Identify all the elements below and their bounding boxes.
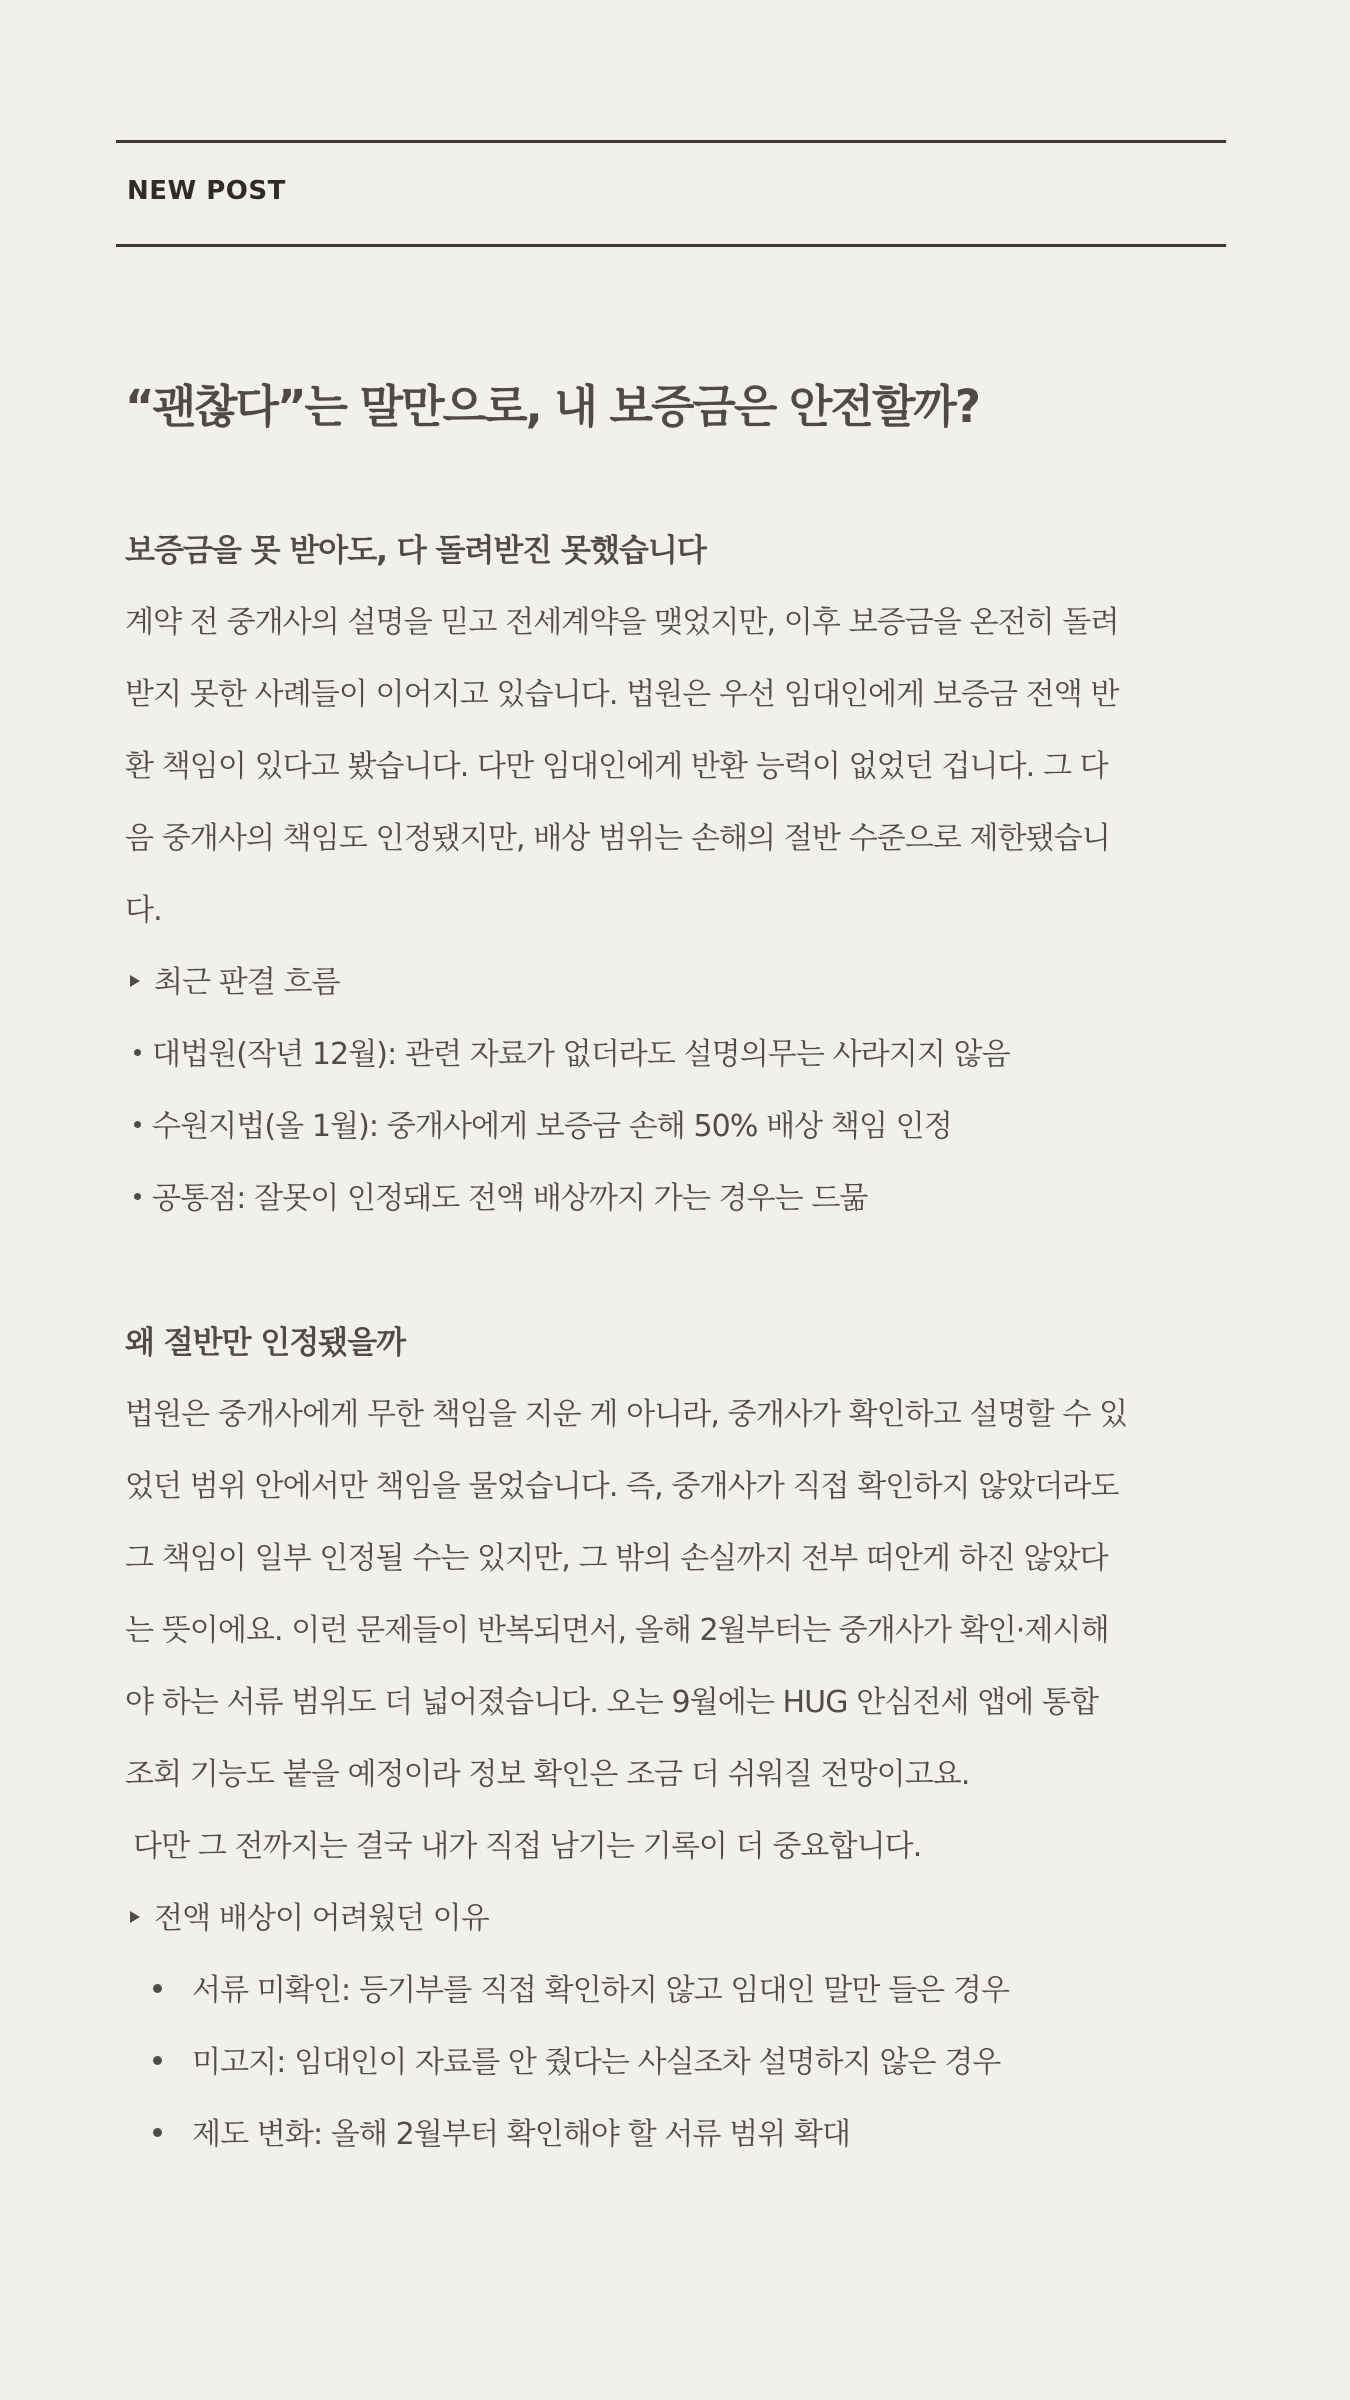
section-paragraph (125, 587, 1225, 947)
section-why-half (125, 1307, 1225, 2171)
paragraph-line: 환 책임이 있다고 봤습니다. 다만 임대인에게 반환 능력이 없었던 겁니다. 그 다 (125, 749, 1108, 784)
paragraph-line: 조회 기능도 붙을 예정이라 정보 확인은 조금 더 쉬워질 전망이고요. (125, 1757, 970, 1792)
toggle-recent-rulings[interactable] (125, 947, 1225, 1019)
paragraph-line: 음 중개사의 책임도 인정됐지만, 배상 범위는 손해의 절반 수준으로 제한됐습니 (125, 821, 1110, 856)
section-partial-refund (125, 515, 1225, 1235)
section-heading: 보증금을 못 받아도, 다 돌려받진 못했습니다 (125, 533, 706, 569)
list-item-text: 수원지법(올 1월): 중개사에게 보증금 손해 50% 배상 책임 인정 (152, 1109, 952, 1144)
list-item-text: 미고지: 임대인이 자료를 안 줬다는 사실조차 설명하지 않은 경우 (192, 2045, 1001, 2080)
new-post-label: NEW POST (127, 176, 286, 206)
bullet-icon (134, 1121, 141, 1128)
section-paragraph (125, 1379, 1225, 1811)
list-item-text: 서류 미확인: 등기부를 직접 확인하지 않고 임대인 말만 들은 경우 (192, 1973, 1010, 2008)
list-item-text: 대법원(작년 12월): 관련 자료가 없더라도 설명의무는 사라지지 않음 (152, 1037, 1010, 1072)
paragraph-line: 었던 범위 안에서만 책임을 물었습니다. 즉, 중개사가 직접 확인하지 않았더라도 (125, 1469, 1119, 1504)
toggle-triangle-icon (130, 975, 140, 987)
list-item (125, 2027, 1225, 2099)
closing-line: 다만 그 전까지는 결국 내가 직접 남기는 기록이 더 중요합니다. (133, 1829, 922, 1864)
bullet-icon (134, 1193, 141, 1200)
header-top-rule (116, 140, 1226, 143)
post-title: “괜찮다”는 말만으로, 내 보증금은 안전할까? (125, 380, 980, 433)
list-item (125, 1091, 1225, 1163)
paragraph-line: 다. (125, 893, 162, 928)
list-item (125, 1163, 1225, 1235)
list-item (125, 2099, 1225, 2171)
toggle-label: 최근 판결 흐름 (154, 965, 340, 1000)
bullet-icon (153, 2128, 162, 2137)
bullet-icon (153, 2056, 162, 2065)
post-body (125, 515, 1225, 2171)
list-item (125, 1019, 1225, 1091)
paragraph-line: 받지 못한 사례들이 이어지고 있습니다. 법원은 우선 임대인에게 보증금 전액 반 (125, 677, 1119, 712)
bullet-icon (134, 1049, 141, 1056)
list-item (125, 1955, 1225, 2027)
list-item-text: 공통점: 잘못이 인정돼도 전액 배상까지 가는 경우는 드묾 (152, 1181, 868, 1216)
section-heading: 왜 절반만 인정됐을까 (125, 1325, 406, 1361)
paragraph-line: 법원은 중개사에게 무한 책임을 지운 게 아니라, 중개사가 확인하고 설명할 수 있 (125, 1397, 1128, 1432)
paragraph-line: 그 책임이 일부 인정될 수는 있지만, 그 밖의 손실까지 전부 떠안게 하진 않았다 (125, 1541, 1108, 1576)
list-item-text: 제도 변화: 올해 2월부터 확인해야 할 서류 범위 확대 (192, 2117, 851, 2152)
bullet-icon (153, 1984, 162, 1993)
toggle-reasons[interactable] (125, 1883, 1225, 1955)
paragraph-line: 계약 전 중개사의 설명을 믿고 전세계약을 맺었지만, 이후 보증금을 온전히 돌려 (125, 605, 1119, 640)
toggle-triangle-icon (130, 1911, 140, 1923)
toggle-label: 전액 배상이 어려웠던 이유 (154, 1901, 489, 1936)
header-bottom-rule (116, 244, 1226, 247)
paragraph-line: 는 뜻이에요. 이런 문제들이 반복되면서, 올해 2월부터는 중개사가 확인·제시해 (125, 1613, 1109, 1648)
paragraph-line: 야 하는 서류 범위도 더 넓어졌습니다. 오는 9월에는 HUG 안심전세 앱에 통합 (125, 1685, 1099, 1720)
